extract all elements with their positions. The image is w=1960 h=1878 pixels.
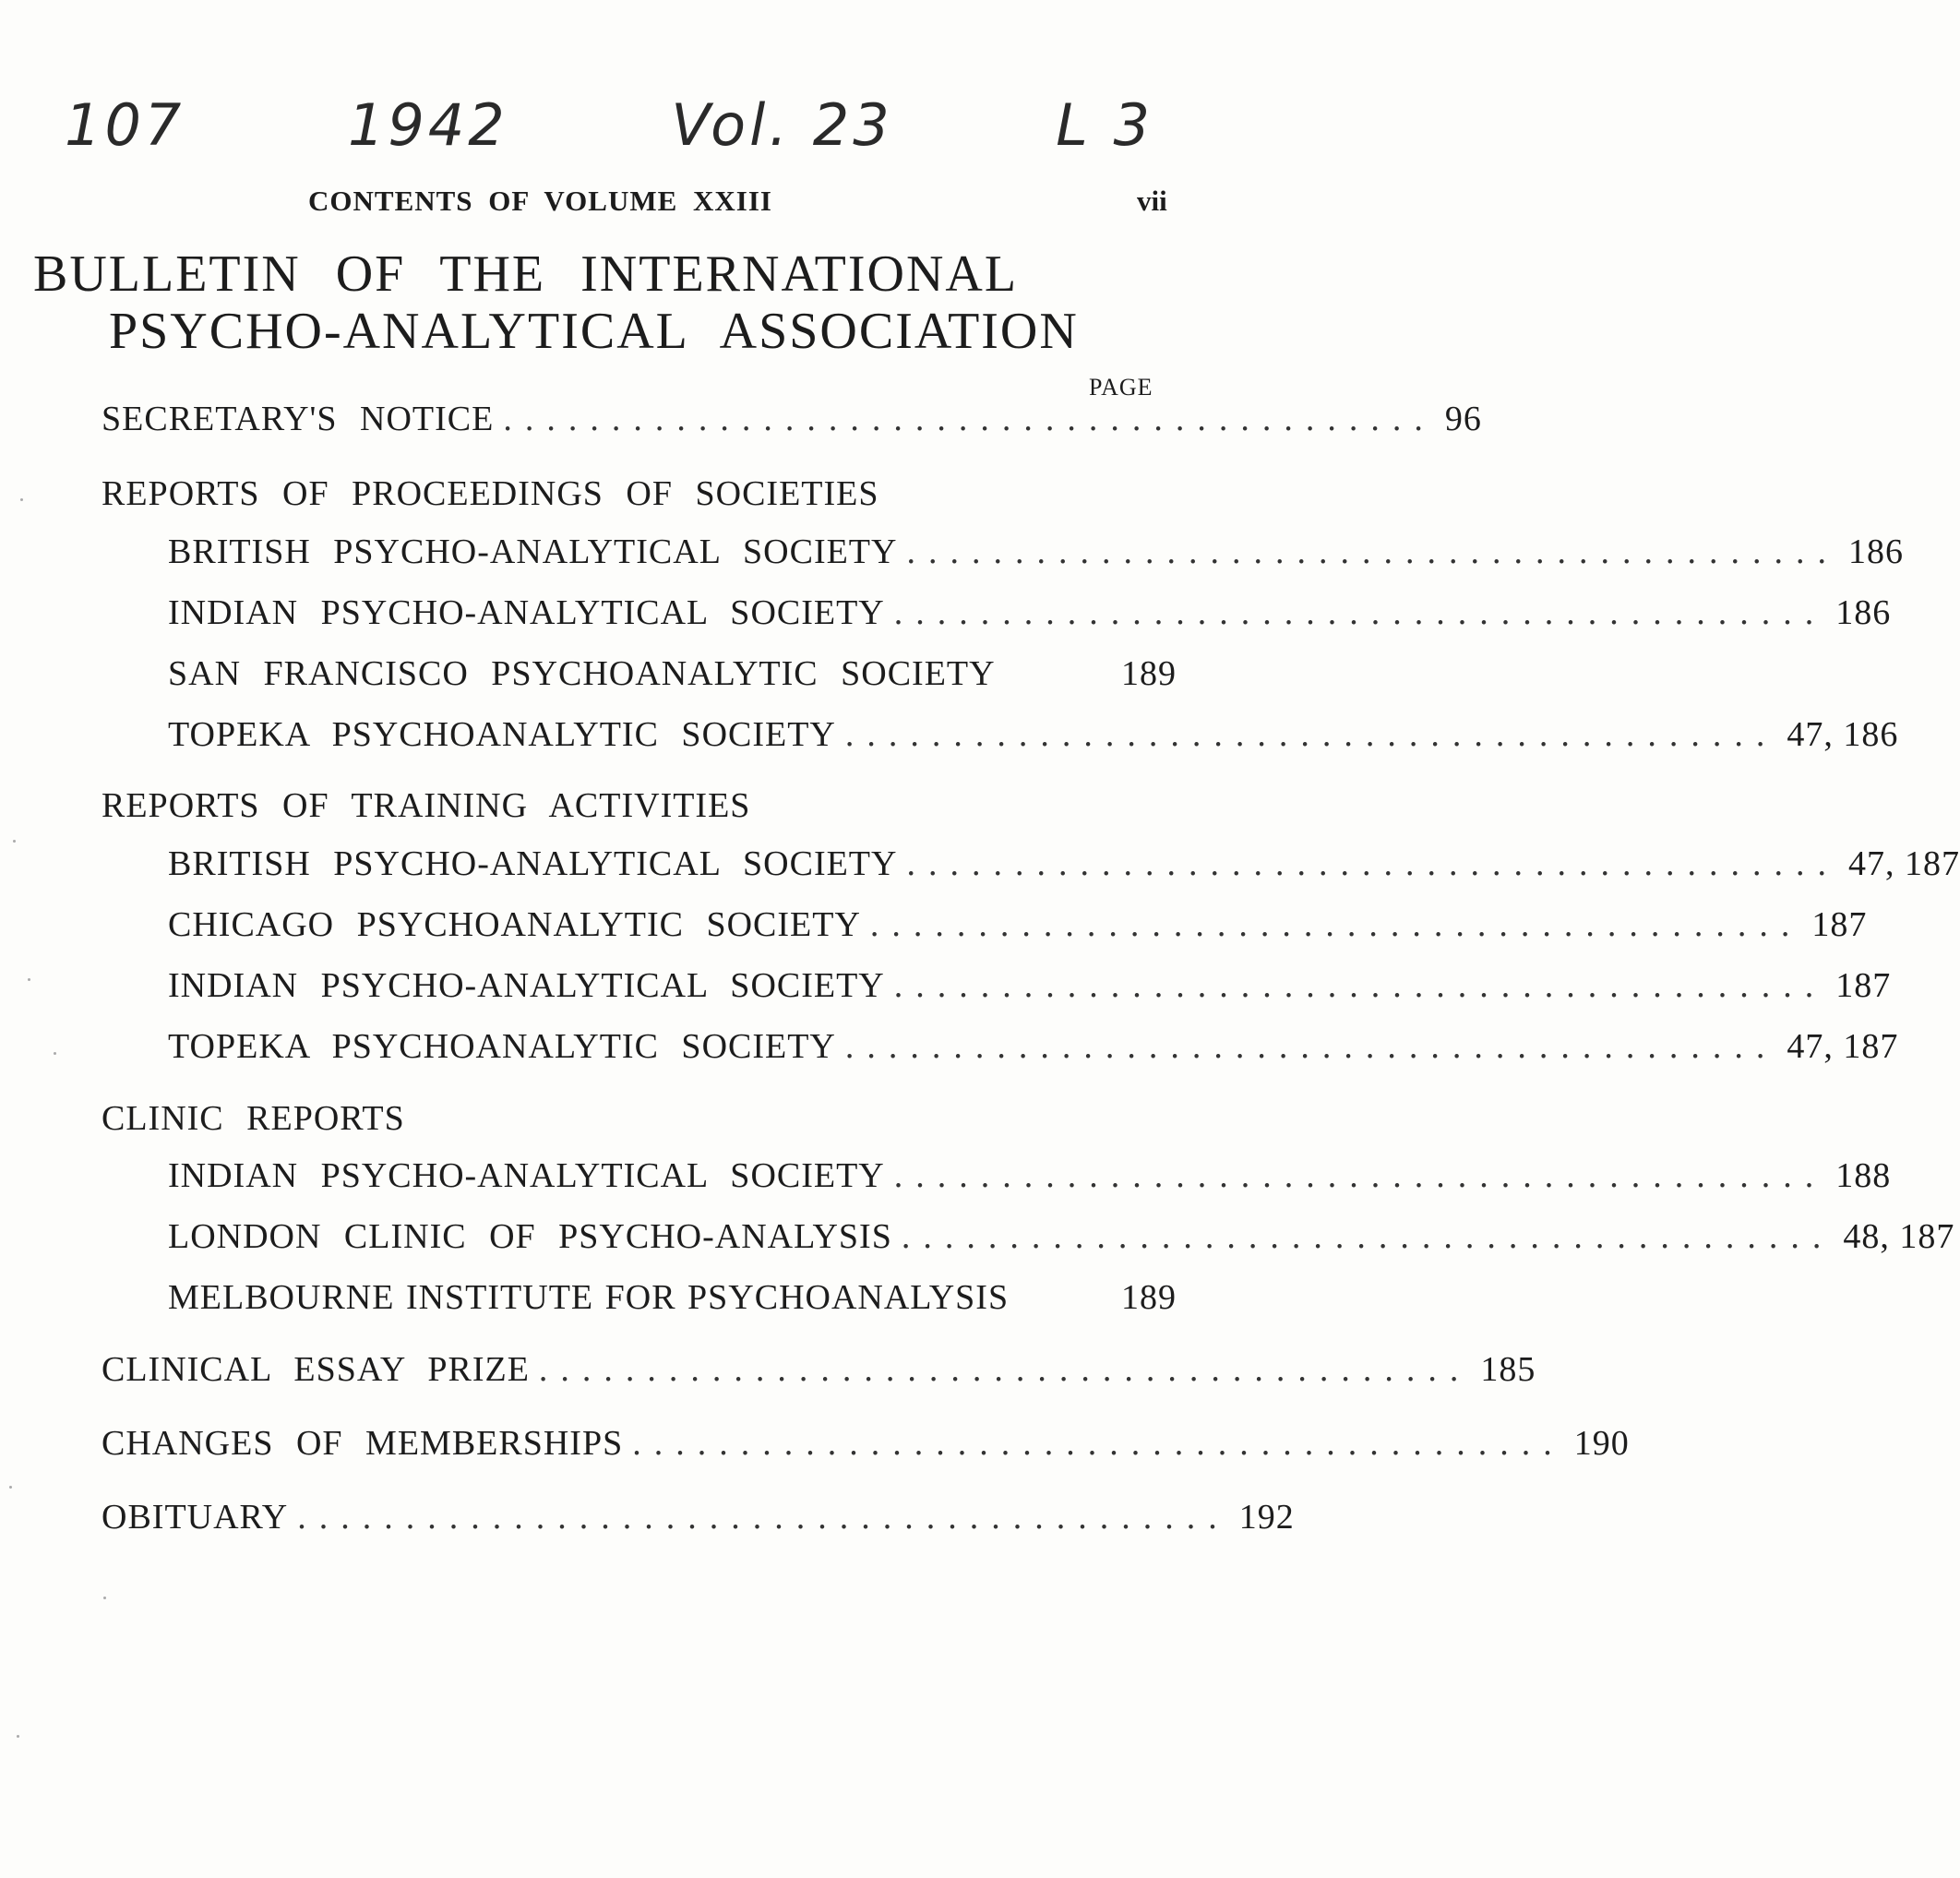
toc-entry-training-chicago[interactable] — [168, 904, 1868, 951]
toc-entry-label: CLINICAL ESSAY PRIZE — [102, 1350, 530, 1389]
toc-entry-training-topeka[interactable] — [168, 1026, 1899, 1072]
toc-entry-label: INDIAN PSYCHO-ANALYTICAL SOCIETY — [168, 1156, 885, 1195]
scan-speck — [20, 498, 23, 501]
scan-speck — [54, 1052, 56, 1055]
dot-leader: ........................................... — [893, 1156, 1827, 1195]
toc-entry-label: TOPEKA PSYCHOANALYTIC SOCIETY — [168, 715, 836, 754]
dot-leader: ........................................... — [869, 905, 1803, 944]
dot-leader: ........................................... — [297, 1498, 1230, 1537]
toc-entry-label: TOPEKA PSYCHOANALYTIC SOCIETY — [168, 1027, 836, 1066]
section-title-line-2: PSYCHO-ANALYTICAL ASSOCIATION — [109, 303, 1079, 360]
dot-leader: ........................................... — [906, 844, 1839, 883]
toc-entry-clinic-melbourne[interactable] — [168, 1277, 1177, 1323]
toc-entry-proceedings-san-francisco[interactable] — [168, 653, 1177, 700]
running-head-title: CONTENTS OF VOLUME XXIII — [308, 185, 772, 217]
running-head — [0, 185, 1281, 221]
toc-entry-proceedings-topeka[interactable] — [168, 714, 1899, 760]
toc-heading-training: REPORTS OF TRAINING ACTIVITIES — [102, 786, 751, 825]
toc-entry-page: 47, 187 — [1847, 844, 1960, 883]
handwritten-annotation — [65, 85, 1153, 159]
toc-entry-obituary[interactable] — [102, 1497, 1295, 1543]
toc-entry-proceedings-british[interactable] — [168, 532, 1904, 578]
dot-leader: ........................................... — [844, 715, 1778, 754]
toc-entry-page: 192 — [1238, 1498, 1295, 1537]
dot-leader: ........................................... — [632, 1424, 1565, 1463]
toc-entry-page: 47, 186 — [1787, 715, 1899, 754]
dot-leader: ........................................... — [844, 1027, 1778, 1066]
dot-leader: ........................................... — [503, 400, 1436, 438]
toc-entry-page: 187 — [1811, 905, 1868, 944]
toc-entry-label: INDIAN PSYCHO-ANALYTICAL SOCIETY — [168, 593, 885, 632]
toc-entry-label: BRITISH PSYCHO-ANALYTICAL SOCIETY — [168, 532, 898, 571]
toc-entry-page: 186 — [1835, 593, 1892, 632]
toc-entry-training-british[interactable] — [168, 843, 1960, 890]
page-column-label: PAGE — [1089, 374, 1153, 401]
toc-entry-label: MELBOURNE INSTITUTE FOR PSYCHOANALYSIS — [168, 1278, 1010, 1317]
scan-speck — [17, 1735, 19, 1738]
dot-leader: ........................................... — [893, 966, 1827, 1005]
toc-entry-page: 96 — [1444, 400, 1482, 438]
toc-entry-label: OBITUARY — [102, 1498, 289, 1537]
toc-entry-label: SECRETARY'S NOTICE — [102, 400, 495, 438]
toc-entry-label: BRITISH PSYCHO-ANALYTICAL SOCIETY — [168, 844, 898, 883]
toc-heading-clinic: CLINIC REPORTS — [102, 1099, 405, 1138]
toc-entry-proceedings-indian[interactable] — [168, 592, 1892, 639]
toc-entry-page: 189 — [1121, 654, 1177, 693]
toc-entry-clinic-london[interactable] — [168, 1216, 1955, 1262]
toc-entry-memberships[interactable] — [102, 1423, 1630, 1469]
toc-entry-training-indian[interactable] — [168, 965, 1892, 1011]
handwritten-volume: Vol. 23 — [671, 91, 893, 159]
scan-speck — [28, 978, 30, 981]
dot-leader: ........................................... — [901, 1217, 1835, 1256]
dot-leader: ........................................... — [893, 593, 1827, 632]
toc-entry-label: CHICAGO PSYCHOANALYTIC SOCIETY — [168, 905, 861, 944]
scan-speck — [103, 1597, 106, 1599]
dot-leader: ........................................... — [906, 532, 1839, 571]
section-title-line-1: BULLETIN OF THE INTERNATIONAL — [33, 245, 1019, 303]
toc-entry-clinic-indian[interactable] — [168, 1155, 1892, 1202]
scan-speck — [13, 840, 16, 843]
handwritten-number: 107 — [65, 91, 185, 159]
toc-entry-page: 188 — [1835, 1156, 1892, 1195]
toc-entry-page: 190 — [1573, 1424, 1630, 1463]
handwritten-year: 1942 — [347, 91, 508, 159]
scan-speck — [9, 1486, 12, 1489]
toc-entry-label: INDIAN PSYCHO-ANALYTICAL SOCIETY — [168, 966, 885, 1005]
toc-entry-page: 186 — [1847, 532, 1904, 571]
toc-entry-page: 187 — [1835, 966, 1892, 1005]
toc-entry-page: 189 — [1121, 1278, 1177, 1317]
handwritten-code: L 3 — [1056, 91, 1153, 159]
dot-leader: ........................................... — [538, 1350, 1472, 1389]
toc-heading-proceedings: REPORTS OF PROCEEDINGS OF SOCIETIES — [102, 474, 879, 513]
toc-entry-label: SAN FRANCISCO PSYCHOANALYTIC SOCIETY — [168, 654, 996, 693]
toc-entry-page: 47, 187 — [1787, 1027, 1899, 1066]
running-head-page-number: vii — [1137, 185, 1167, 217]
toc-entry-essay-prize[interactable] — [102, 1349, 1536, 1395]
toc-entry-label: CHANGES OF MEMBERSHIPS — [102, 1424, 624, 1463]
toc-entry-page: 48, 187 — [1843, 1217, 1955, 1256]
toc-entry-label: LONDON CLINIC OF PSYCHO-ANALYSIS — [168, 1217, 892, 1256]
toc-entry-page: 185 — [1480, 1350, 1536, 1389]
toc-entry-secretary[interactable] — [102, 399, 1482, 445]
